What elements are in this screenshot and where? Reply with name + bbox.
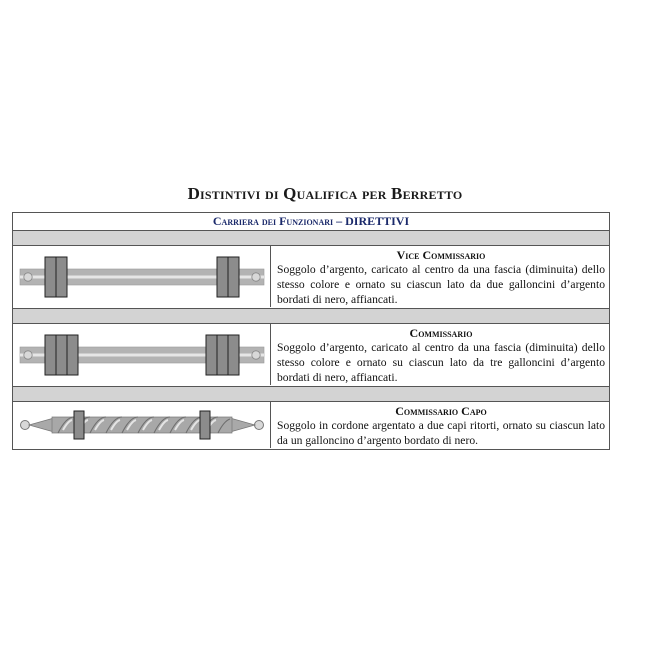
- rank-description: Soggolo d’argento, caricato al centro da una fascia (diminuita) dello stesso colore e ornato su ciascun lato da due galloncini d’argento bordati di nero, affiancati.: [277, 263, 605, 306]
- rank-description-cell: [271, 324, 609, 386]
- row-spacer: [13, 387, 609, 402]
- rank-description: Soggolo in cordone argentato a due capi ritorti, ornato su ciascun lato da un galloncino d’argento bordato di nero.: [277, 419, 605, 447]
- insignia-cell: [13, 402, 271, 448]
- rank-title: Vice Commissario: [396, 248, 486, 262]
- row-spacer: [13, 309, 609, 324]
- page-title: Distintivi di Qualifica per Berretto: [187, 184, 463, 203]
- insignia-table: [12, 212, 610, 450]
- section-header: Carriera dei Funzionari – DIRETTIVI: [13, 213, 609, 231]
- rank-row-commissario-capo: [13, 402, 609, 449]
- twisted-cord-one-galloon-icon: [18, 409, 266, 441]
- rank-title: Commissario: [409, 326, 473, 340]
- insignia-cell: [13, 324, 271, 385]
- rank-row-commissario: [13, 324, 609, 387]
- chin-strap-three-galloons-icon: [18, 333, 266, 377]
- rank-description: Soggolo d’argento, caricato al centro da una fascia (diminuita) dello stesso colore e ornato su ciascun lato da tre galloncini d’argento bordati di nero, affiancati.: [277, 341, 605, 384]
- rank-row-vice-commissario: [13, 246, 609, 309]
- rank-description-cell: [271, 246, 609, 308]
- insignia-cell: [13, 246, 271, 307]
- rank-title: Commissario Capo: [395, 404, 487, 418]
- chin-strap-two-galloons-icon: [18, 255, 266, 299]
- row-spacer: [13, 231, 609, 246]
- rank-description-cell: [271, 402, 609, 449]
